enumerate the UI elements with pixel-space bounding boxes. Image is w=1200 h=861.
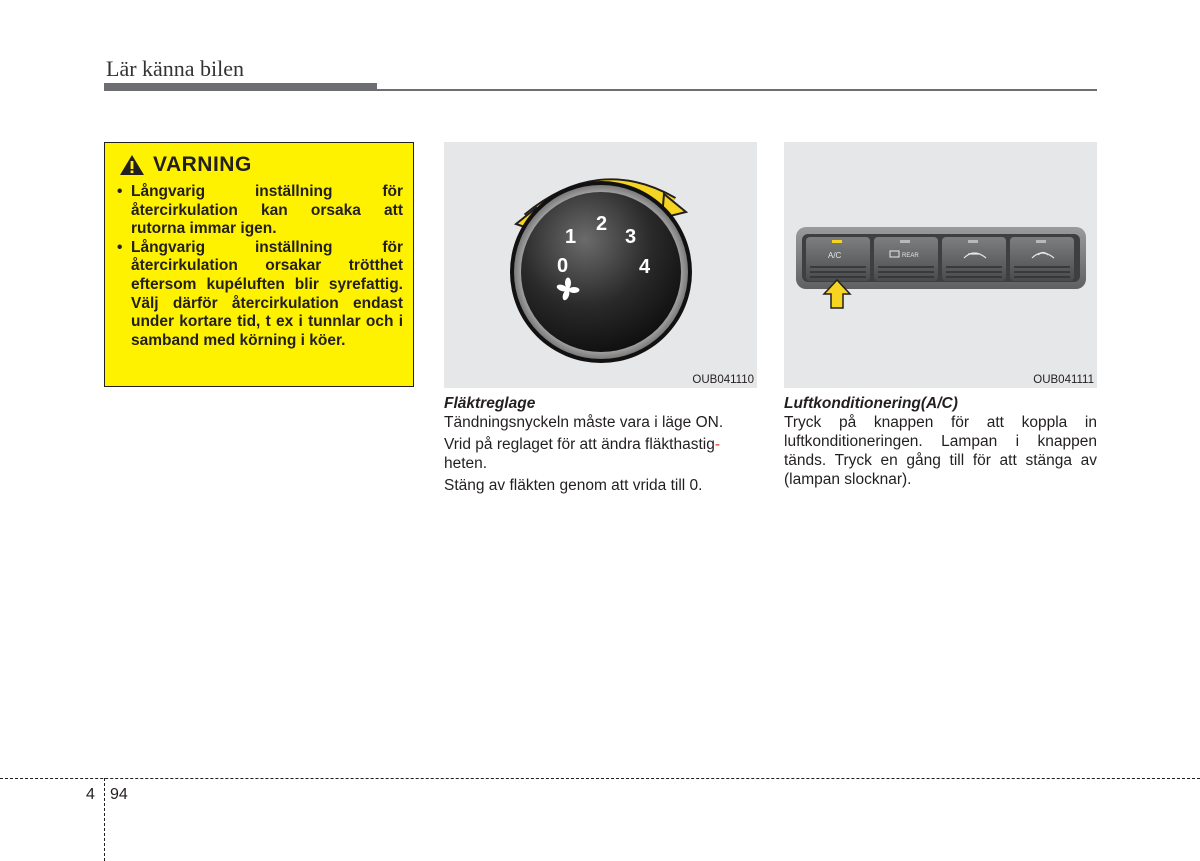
ac-panel-illustration [784, 142, 1097, 388]
fan-caption-p2 [444, 435, 757, 473]
fan-caption-hyphen: - [714, 436, 721, 453]
page-number: 94 [110, 786, 128, 803]
ac-caption-heading: Luftkonditionering(A/C) [784, 395, 958, 412]
dial-label-1: 1 [565, 226, 577, 248]
warning-header [115, 153, 403, 177]
fan-caption-p1: Tändningsnyckeln måste vara i läge ON. [444, 414, 724, 431]
footer-divider [0, 778, 1200, 779]
fan-caption-p2-a: Vrid på reglaget för att ändra fläkthastig [444, 436, 715, 453]
ac-control-figure [784, 142, 1097, 388]
dial-label-4: 4 [639, 256, 651, 278]
fan-caption [444, 394, 757, 498]
fan-control-figure [444, 142, 757, 388]
rear-button-label: REAR [902, 253, 919, 259]
warning-box [104, 142, 414, 387]
warning-title: VARNING [153, 153, 252, 176]
ac-caption [784, 394, 1097, 489]
ac-caption-p1: Tryck på knappen för att koppla in luftkonditioneringen. Lampan i knappen tänds. Tryck en gång till för att stänga av (lampan slocknar). [784, 414, 1097, 488]
dial-label-0: 0 [557, 255, 569, 277]
figure-code: OUB041111 [1033, 374, 1094, 386]
warning-triangle-icon [119, 154, 145, 176]
figure-code: OUB041110 [692, 374, 754, 386]
dial-label-3: 3 [625, 226, 637, 248]
warning-list [115, 183, 403, 350]
ac-button-label: A/C [828, 251, 842, 260]
header-rule-thin [104, 89, 1097, 91]
dial-label-2: 2 [596, 213, 608, 235]
footer-vertical-divider [104, 778, 105, 861]
fan-caption-p2-b: heten. [444, 455, 488, 472]
warning-item: • Långvarig inställning för återcirkulation kan orsaka att rutorna immar igen. [115, 183, 403, 239]
chapter-title: Lär känna bilen [106, 56, 245, 81]
fan-dial-illustration [444, 142, 757, 388]
fan-caption-heading: Fläktreglage [444, 395, 536, 412]
warning-item: • Långvarig inställning för återcirkulation orsakar trötthet eftersom kupéluften blir syrefattig. Välj därför återcirkulation endast under kortare tid, t ex i tunnlar och i samband med körning i köer. [115, 239, 403, 351]
page-chapter-number: 4 [86, 786, 95, 803]
fan-caption-p3: Stäng av fläkten genom att vrida till 0. [444, 477, 703, 494]
